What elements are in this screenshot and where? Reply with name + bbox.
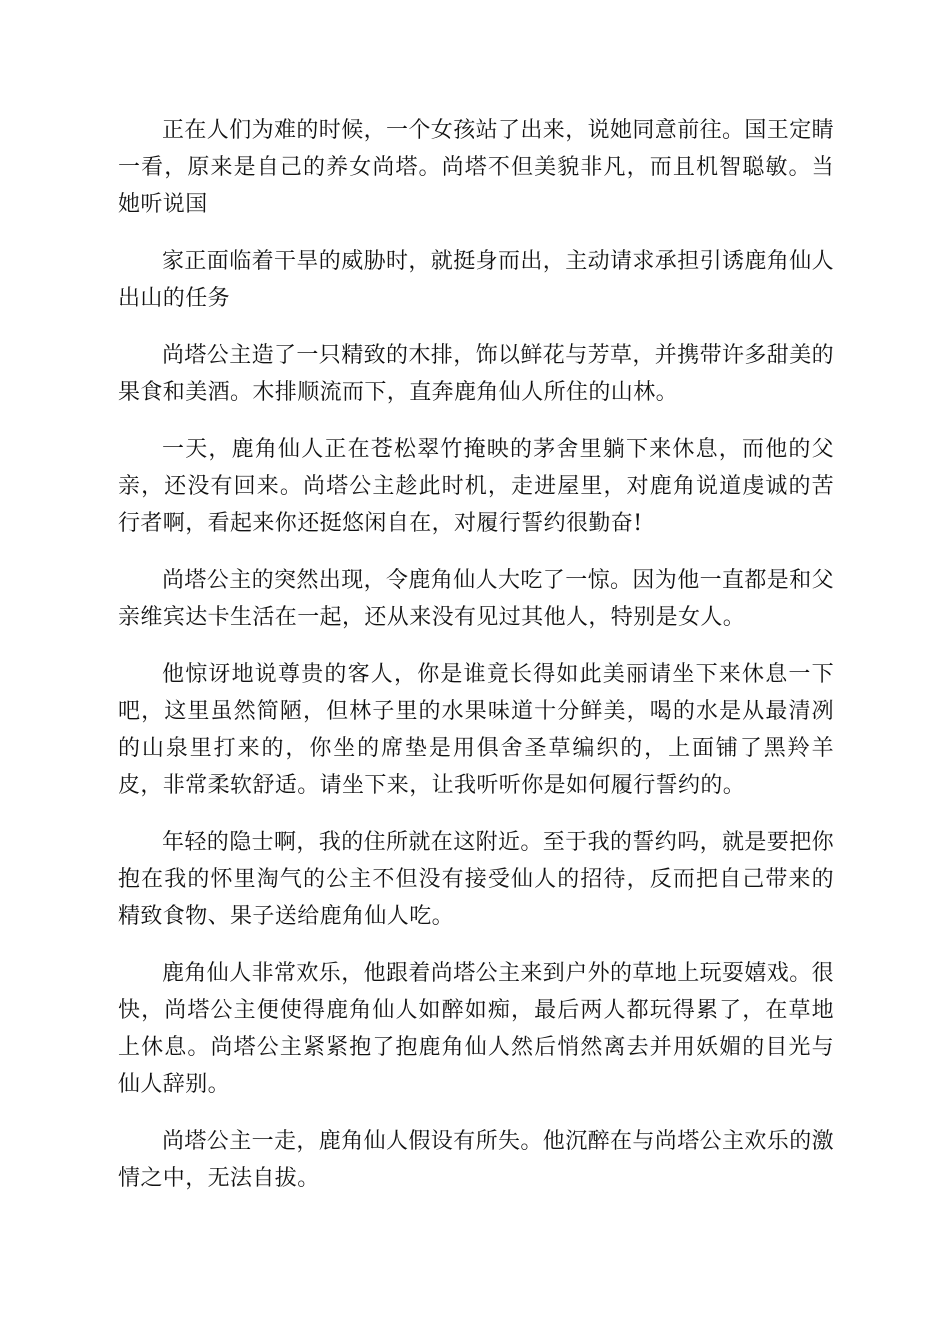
- paragraph-5: 尚塔公主的突然出现，令鹿角仙人大吃了一惊。因为他一直都是和父亲维宾达卡生活在一起，还从来没有见过其他人，特别是女人。: [118, 568, 835, 630]
- paragraph-8: 鹿角仙人非常欢乐，他跟着尚塔公主来到户外的草地上玩耍嬉戏。很快，尚塔公主便使得鹿角仙人如醉如痴，最后两人都玩得累了，在草地上休息。尚塔公主紧紧抱了抱鹿角仙人然后悄然离去并用妖媚的目光与仙人辞别。: [118, 961, 835, 1097]
- paragraph-9: 尚塔公主一走，鹿角仙人假设有所失。他沉醉在与尚塔公主欢乐的激情之中，无法自拔。: [118, 1129, 835, 1191]
- paragraph-6: 他惊讶地说尊贵的客人，你是谁竟长得如此美丽请坐下来休息一下吧，这里虽然简陋，但林子里的水果味道十分鲜美，喝的水是从最清冽的山泉里打来的，你坐的席垫是用俱舍圣草编织的，上面铺了黑羚羊皮，非常柔软舒适。请坐下来，让我听听你是如何履行誓约的。: [118, 662, 834, 798]
- paragraph-3: 尚塔公主造了一只精致的木排，饰以鲜花与芳草，并携带许多甜美的果食和美酒。木排顺流而下，直奔鹿角仙人所住的山林。: [118, 343, 835, 405]
- paragraph-2: 家正面临着干旱的威胁时，就挺身而出，主动请求承担引诱鹿角仙人出山的任务: [118, 249, 835, 311]
- document-page: [118, 112, 834, 1217]
- paragraph-1: 正在人们为难的时候，一个女孩站了出来，说她同意前往。国王定睛一看，原来是自己的养女尚塔。尚塔不但美貌非凡，而且机智聪敏。当她听说国: [118, 118, 835, 217]
- paragraph-7: 年轻的隐士啊，我的住所就在这附近。至于我的誓约吗，就是要把你抱在我的怀里淘气的公主不但没有接受仙人的招待，反而把自己带来的精致食物、果子送给鹿角仙人吃。: [118, 830, 835, 929]
- paragraph-4: 一天，鹿角仙人正在苍松翠竹掩映的茅舍里躺下来休息，而他的父亲，还没有回来。尚塔公主趁此时机，走进屋里，对鹿角说道虔诚的苦行者啊，看起来你还挺悠闲自在，对履行誓约很勤奋!: [118, 437, 834, 536]
